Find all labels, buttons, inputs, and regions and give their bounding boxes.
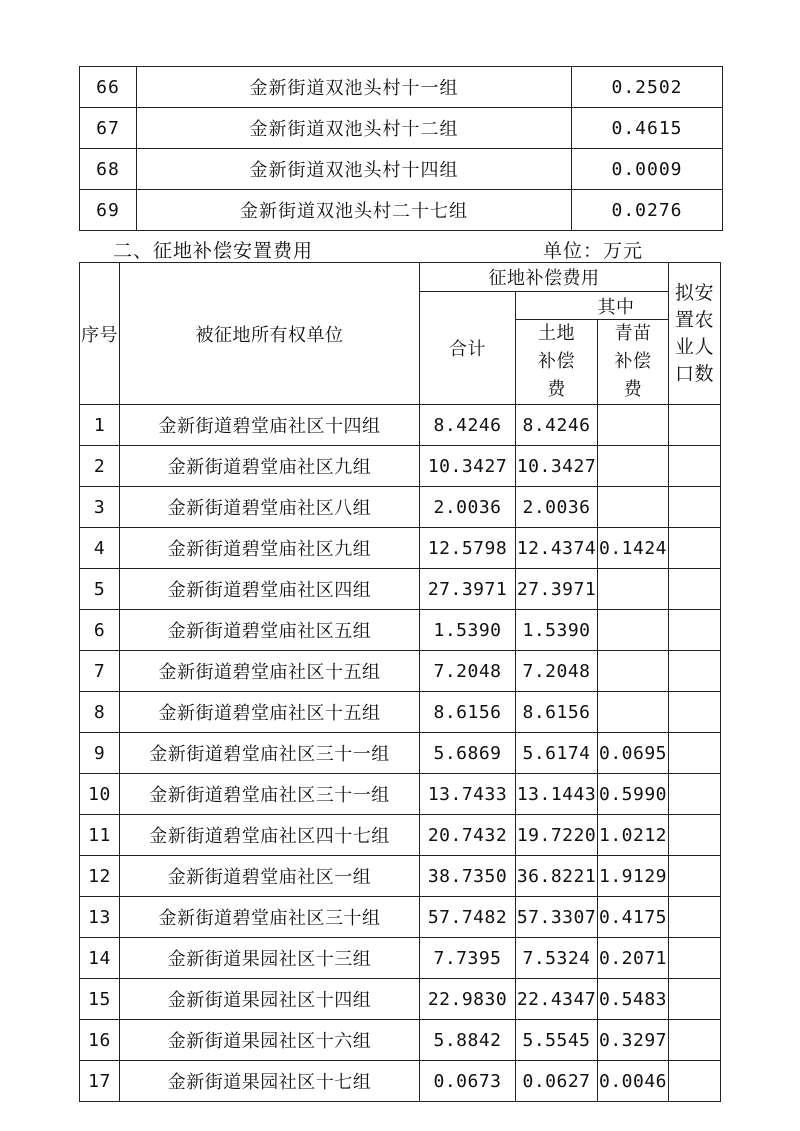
row-number: 67 — [80, 108, 137, 149]
table-row — [80, 1061, 721, 1102]
header-crop-fee-label: 青苗 补偿 费 — [614, 323, 652, 400]
row-total: 5.8842 — [420, 1020, 516, 1061]
row-number: 66 — [80, 67, 137, 108]
header-fee-group: 征地补偿费用 — [420, 263, 669, 292]
table-header — [80, 263, 721, 405]
row-total: 57.7482 — [420, 897, 516, 938]
table-row — [80, 774, 721, 815]
row-land-fee: 10.3427 — [516, 446, 598, 487]
row-unit: 金新街道碧堂庙社区三十组 — [120, 897, 420, 938]
row-value: 0.2502 — [572, 67, 723, 108]
row-resettle-people — [669, 651, 721, 692]
table-row — [80, 108, 723, 149]
row-unit: 金新街道双池头村十一组 — [137, 67, 572, 108]
row-resettle-people — [669, 979, 721, 1020]
row-total: 22.9830 — [420, 979, 516, 1020]
compensation-table — [79, 262, 721, 1102]
table-row — [80, 569, 721, 610]
row-unit: 金新街道果园社区十四组 — [120, 979, 420, 1020]
row-number: 17 — [80, 1061, 120, 1102]
row-resettle-people — [669, 856, 721, 897]
row-total: 10.3427 — [420, 446, 516, 487]
row-crop-fee — [598, 569, 669, 610]
row-resettle-people — [669, 774, 721, 815]
table-row — [80, 856, 721, 897]
row-total: 8.4246 — [420, 405, 516, 446]
row-unit: 金新街道果园社区十六组 — [120, 1020, 420, 1061]
row-number: 16 — [80, 1020, 120, 1061]
row-total: 5.6869 — [420, 733, 516, 774]
row-crop-fee: 0.1424 — [598, 528, 669, 569]
row-unit: 金新街道双池头村十四组 — [137, 149, 572, 190]
row-unit: 金新街道碧堂庙社区三十一组 — [120, 733, 420, 774]
row-unit: 金新街道碧堂庙社区九组 — [120, 528, 420, 569]
row-crop-fee — [598, 487, 669, 528]
row-resettle-people — [669, 487, 721, 528]
row-resettle-people — [669, 610, 721, 651]
row-resettle-people — [669, 692, 721, 733]
row-unit: 金新街道碧堂庙社区四十七组 — [120, 815, 420, 856]
row-unit: 金新街道双池头村二十七组 — [137, 190, 572, 231]
row-number: 3 — [80, 487, 120, 528]
table-row — [80, 405, 721, 446]
previous-table-continuation — [79, 66, 723, 231]
row-number: 2 — [80, 446, 120, 487]
row-unit: 金新街道碧堂庙社区三十一组 — [120, 774, 420, 815]
row-total: 1.5390 — [420, 610, 516, 651]
row-value: 0.0276 — [572, 190, 723, 231]
table-row — [80, 692, 721, 733]
row-total: 27.3971 — [420, 569, 516, 610]
row-value: 0.4615 — [572, 108, 723, 149]
row-unit: 金新街道碧堂庙社区十五组 — [120, 651, 420, 692]
table-row — [80, 733, 721, 774]
row-unit: 金新街道碧堂庙社区八组 — [120, 487, 420, 528]
row-number: 9 — [80, 733, 120, 774]
row-total: 2.0036 — [420, 487, 516, 528]
row-number: 15 — [80, 979, 120, 1020]
row-resettle-people — [669, 733, 721, 774]
row-resettle-people — [669, 405, 721, 446]
header-owner: 被征地所有权单位 — [120, 263, 420, 405]
row-number: 7 — [80, 651, 120, 692]
row-crop-fee: 0.3297 — [598, 1020, 669, 1061]
table-row — [80, 651, 721, 692]
header-serial: 序号 — [80, 263, 120, 405]
row-land-fee: 1.5390 — [516, 610, 598, 651]
table-row — [80, 149, 723, 190]
row-land-fee: 7.5324 — [516, 938, 598, 979]
row-total: 13.7433 — [420, 774, 516, 815]
row-resettle-people — [669, 528, 721, 569]
table-row — [80, 610, 721, 651]
row-land-fee: 7.2048 — [516, 651, 598, 692]
row-land-fee: 13.1443 — [516, 774, 598, 815]
section-title: 二、征地补偿安置费用 — [113, 240, 314, 262]
row-total: 8.6156 — [420, 692, 516, 733]
header-land-fee — [516, 320, 598, 405]
row-resettle-people — [669, 938, 721, 979]
row-number: 4 — [80, 528, 120, 569]
row-land-fee: 57.3307 — [516, 897, 598, 938]
table-row — [80, 190, 723, 231]
table-row — [80, 528, 721, 569]
row-crop-fee: 0.0695 — [598, 733, 669, 774]
row-number: 69 — [80, 190, 137, 231]
table-row — [80, 487, 721, 528]
header-land-fee-label: 土地 补偿 费 — [538, 323, 575, 400]
row-land-fee: 8.4246 — [516, 405, 598, 446]
row-crop-fee — [598, 446, 669, 487]
row-unit: 金新街道果园社区十三组 — [120, 938, 420, 979]
row-unit: 金新街道碧堂庙社区四组 — [120, 569, 420, 610]
row-total: 38.7350 — [420, 856, 516, 897]
row-unit: 金新街道碧堂庙社区九组 — [120, 446, 420, 487]
row-land-fee: 2.0036 — [516, 487, 598, 528]
row-resettle-people — [669, 1061, 721, 1102]
row-crop-fee: 0.2071 — [598, 938, 669, 979]
row-crop-fee — [598, 610, 669, 651]
row-number: 10 — [80, 774, 120, 815]
row-total: 0.0673 — [420, 1061, 516, 1102]
row-crop-fee: 0.5483 — [598, 979, 669, 1020]
row-unit: 金新街道双池头村十二组 — [137, 108, 572, 149]
row-land-fee: 5.5545 — [516, 1020, 598, 1061]
row-land-fee: 19.7220 — [516, 815, 598, 856]
row-land-fee: 12.4374 — [516, 528, 598, 569]
header-total: 合计 — [420, 292, 516, 405]
row-unit: 金新街道碧堂庙社区五组 — [120, 610, 420, 651]
row-number: 11 — [80, 815, 120, 856]
row-crop-fee: 0.5990 — [598, 774, 669, 815]
header-resettle-label: 拟安 置农 业人 口数 — [675, 281, 715, 385]
row-number: 6 — [80, 610, 120, 651]
row-crop-fee: 0.0046 — [598, 1061, 669, 1102]
row-resettle-people — [669, 569, 721, 610]
row-number: 1 — [80, 405, 120, 446]
row-number: 12 — [80, 856, 120, 897]
unit-label: 单位：万元 — [543, 240, 644, 262]
row-number: 8 — [80, 692, 120, 733]
table-row — [80, 897, 721, 938]
table-row — [80, 67, 723, 108]
header-resettle-population — [669, 263, 721, 405]
row-land-fee: 27.3971 — [516, 569, 598, 610]
row-crop-fee — [598, 405, 669, 446]
row-resettle-people — [669, 815, 721, 856]
table-row — [80, 1020, 721, 1061]
row-crop-fee — [598, 651, 669, 692]
previous-table-body — [80, 67, 723, 231]
row-unit: 金新街道碧堂庙社区一组 — [120, 856, 420, 897]
row-unit: 金新街道碧堂庙社区十四组 — [120, 405, 420, 446]
row-crop-fee: 0.4175 — [598, 897, 669, 938]
row-crop-fee — [598, 692, 669, 733]
table-row — [80, 815, 721, 856]
row-land-fee: 5.6174 — [516, 733, 598, 774]
row-resettle-people — [669, 446, 721, 487]
row-total: 20.7432 — [420, 815, 516, 856]
row-crop-fee: 1.0212 — [598, 815, 669, 856]
header-crop-fee — [598, 320, 669, 405]
row-number: 14 — [80, 938, 120, 979]
table-row — [80, 938, 721, 979]
row-number: 5 — [80, 569, 120, 610]
row-land-fee: 22.4347 — [516, 979, 598, 1020]
row-land-fee: 8.6156 — [516, 692, 598, 733]
row-total: 7.2048 — [420, 651, 516, 692]
row-total: 12.5798 — [420, 528, 516, 569]
row-unit: 金新街道碧堂庙社区十五组 — [120, 692, 420, 733]
row-resettle-people — [669, 1020, 721, 1061]
table-row — [80, 446, 721, 487]
row-total: 7.7395 — [420, 938, 516, 979]
row-land-fee: 36.8221 — [516, 856, 598, 897]
row-number: 68 — [80, 149, 137, 190]
row-land-fee: 0.0627 — [516, 1061, 598, 1102]
row-number: 13 — [80, 897, 120, 938]
header-of-which: 其中 — [516, 292, 669, 320]
row-value: 0.0009 — [572, 149, 723, 190]
row-resettle-people — [669, 897, 721, 938]
table-body — [80, 405, 721, 1102]
row-crop-fee: 1.9129 — [598, 856, 669, 897]
table-row — [80, 979, 721, 1020]
row-unit: 金新街道果园社区十七组 — [120, 1061, 420, 1102]
